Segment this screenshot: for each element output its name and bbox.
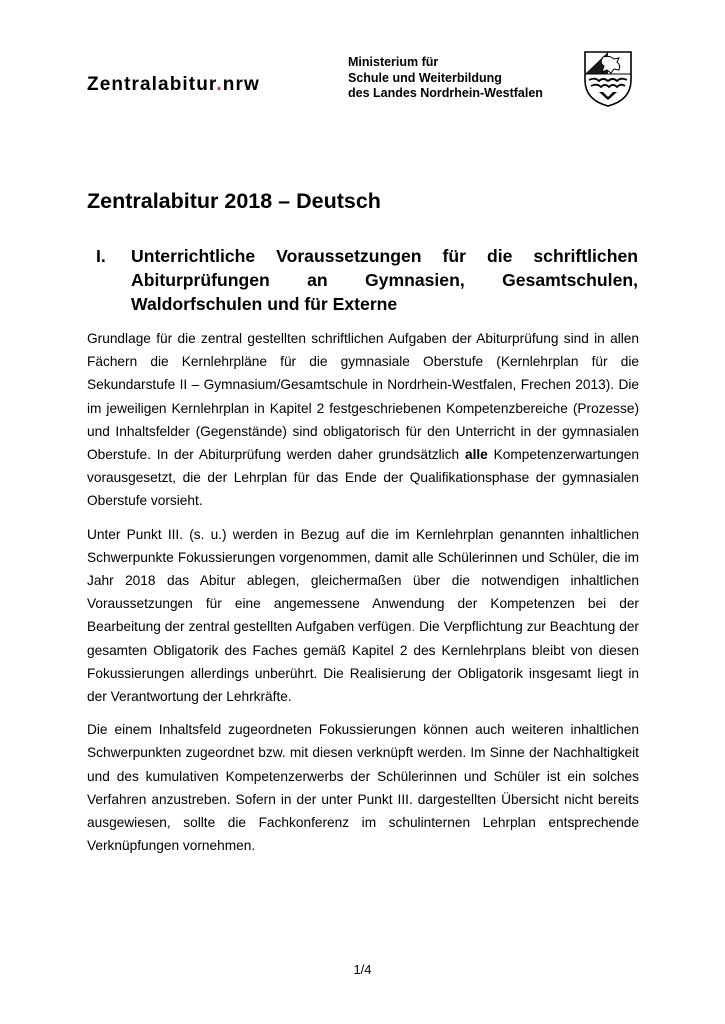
section-heading-text: Unterrichtliche Voraussetzungen für die schriftlichen Abiturprüfungen an Gymnasien, Gesamtschulen, Waldorfschulen und für Externe xyxy=(131,246,638,314)
red-period: . xyxy=(411,619,416,635)
body-text xyxy=(87,327,639,867)
ministry-name xyxy=(348,55,543,102)
paragraph xyxy=(87,327,639,513)
logo-name: Zentralabitur xyxy=(87,74,217,95)
emphasis-text: alle xyxy=(464,447,488,463)
logo-dot: . xyxy=(216,74,223,95)
section-heading xyxy=(87,244,638,316)
paragraph-text: Die Verpflichtung zur Beachtung der gesamten Obligatorik des Faches gemäß Kapitel 2 des Kernlehrplans bleibt von diesen Fokussierungen allerdings unberührt. Die Realisierung der Obligatorik insgesamt liegt in der Verantwortung der Lehrkräfte. xyxy=(87,619,639,705)
section-number: I. xyxy=(96,246,106,266)
paragraph-text: Unter Punkt III. (s. u.) werden in Bezug auf die im Kernlehrplan genannten inhaltlichen Schwerpunkte Fokussierungen vorgenommen, damit alle Schülerinnen und Schüler, die im Jahr 2018 das Abitur ablegen, gleichermaßen über die notwendigen inhaltlichen Voraussetzungen für eine angemessene Anwendung der Kompetenzen bei der Bearbeitung der zentral gestellten Aufgaben verfügen xyxy=(87,526,639,635)
nrw-coat-of-arms-icon xyxy=(583,50,633,108)
page-title: Zentralabitur 2018 – Deutsch xyxy=(87,189,381,213)
ministry-line: Schule und Weiterbildung xyxy=(348,70,502,85)
page-number: 1/4 xyxy=(353,962,372,977)
zentralabitur-logo xyxy=(87,74,260,96)
ministry-line: des Landes Nordrhein-Westfalen xyxy=(348,86,543,100)
paragraph-text: Kompetenzerwartungen vorausgesetzt, die der Lehrplan für das Ende der Qualifikationsphase der gymnasialen Oberstufe vorsieht. xyxy=(87,447,639,509)
paragraph-text: Grundlage für die zentral gestellten schriftlichen Aufgaben der Abiturprüfung sind in allen Fächern die Kernlehrpläne für die gymnasiale Oberstufe (Kernlehrplan für die Sekundarstufe II – Gymnasium/Gesamtschule in Nordrhein-Westfalen, Frechen 2013). Die im jeweiligen Kernlehrplan in Kapitel 2 festgeschriebenen Kompetenzbereiche (Prozesse) und Inhaltsfelder (Gegenstände) sind obligatorisch für den Unterricht in der gymnasialen Oberstufe. In der Abiturprüfung werden daher grundsätzlich xyxy=(87,331,639,463)
paragraph xyxy=(87,523,639,709)
paragraph: Die einem Inhaltsfeld zugeordneten Fokussierungen können auch weiteren inhaltlichen Schwerpunkten zugeordnet bzw. mit diesen verknüpft werden. Im Sinne der Nachhaltigkeit und des kumulativen Kompetenzerwerbs der Schülerinnen und Schüler ist ein solches Verfahren anzustreben. Sofern in der unter Punkt III. dargestellten Übersicht nicht bereits ausgewiesen, sollte die Fachkonferenz im schulinternen Lehrplan entsprechende Verknüpfungen vornehmen. xyxy=(87,722,639,854)
logo-suffix: nrw xyxy=(222,74,260,95)
ministry-line: Ministerium für xyxy=(348,55,439,69)
